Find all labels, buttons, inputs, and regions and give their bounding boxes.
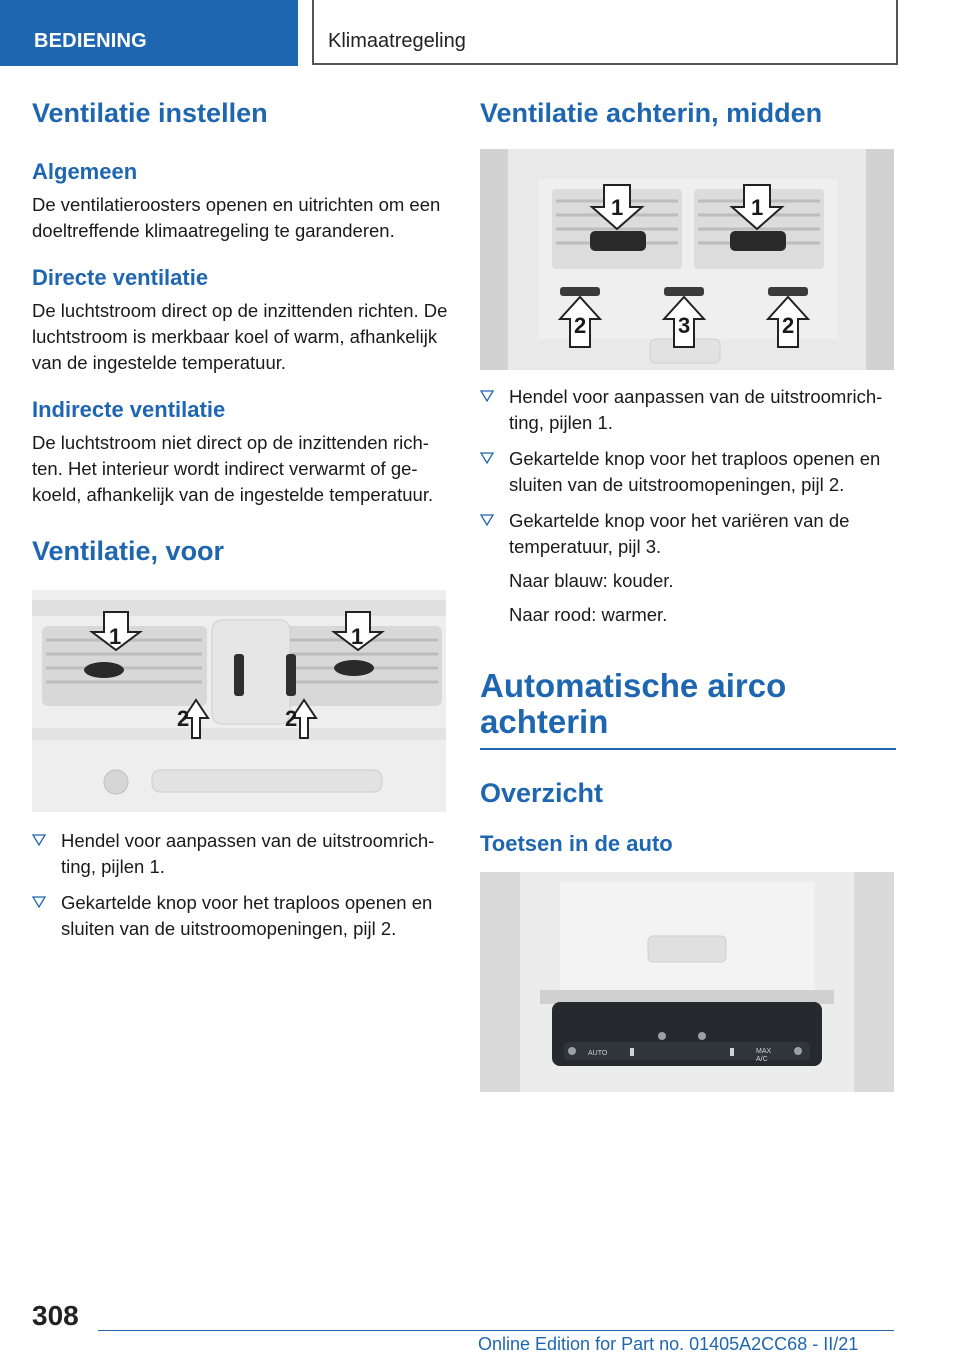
rear-label-1b: 1 [751, 195, 764, 220]
section-label: BEDIENING [34, 30, 147, 52]
rear-vents-figure [480, 149, 894, 370]
triangle-bullet-icon [32, 833, 46, 847]
page-number: 308 [32, 1300, 79, 1331]
front-bullet-list [32, 828, 450, 942]
list-item: Gekartelde knop voor het traploos openen en sluiten van de uitstroomopeningen, pijl 2. [480, 446, 896, 498]
triangle-bullet-icon [480, 451, 494, 465]
general-heading: Algemeen [32, 159, 138, 184]
footer-edition: Online Edition for Part no. 01405A2CC68 - II/21 [478, 1334, 859, 1354]
page-header [0, 0, 960, 66]
front-label-2b: 2 [285, 706, 298, 731]
front-vents-figure [32, 590, 446, 812]
auto-ac-heading: Automatische airco achterin [480, 667, 787, 740]
rear-bullet-list [480, 384, 896, 628]
panel-label-max-ac: MAX A/C [756, 1048, 772, 1063]
chapter-label: Klimaatregeling [328, 30, 466, 52]
list-item: Gekartelde knop voor het traploos openen en sluiten van de uitstroomopeningen, pijl 2. [32, 890, 450, 942]
list-item: Hendel voor aanpassen van de uitstroomrichting, pijlen 1. [480, 384, 896, 436]
indirect-heading: Indirecte ventilatie [32, 397, 226, 422]
list-item: Hendel voor aanpassen van de uitstroomrichting, pijlen 1. [32, 828, 450, 880]
front-label-1b: 1 [351, 624, 364, 649]
front-vents-illustration [32, 590, 446, 812]
rear-panel-illustration [480, 872, 894, 1092]
rear-label-2b: 2 [782, 313, 795, 338]
front-label-1a: 1 [109, 624, 122, 649]
overview-heading: Overzicht [480, 778, 604, 808]
triangle-bullet-icon [480, 513, 494, 527]
front-label-2a: 2 [177, 706, 190, 731]
triangle-bullet-icon [480, 389, 494, 403]
section-tab [0, 0, 298, 66]
left-column [32, 96, 450, 952]
heading-rule [480, 748, 896, 750]
chapter-tab [312, 0, 898, 65]
buttons-heading: Toetsen in de auto [480, 831, 673, 856]
footer-rule [98, 1330, 894, 1331]
triangle-bullet-icon [32, 895, 46, 909]
direct-text: De luchtstroom direct op de inzittenden richten. De luchtstroom is merkbaar koel of warm, afhankelijk van de ingestelde temperatuur. [32, 300, 448, 373]
sub-text-red: Naar rood: warmer. [509, 604, 668, 625]
general-text: De ventilatieroosters openen en uitrichten om een doeltreffende klimaatregeling te garanderen. [32, 194, 441, 241]
indirect-text: De luchtstroom niet direct op de inzittenden richten. Het interieur wordt indirect verwarmt of gekoeld, afhankelijk van de ingestelde temperatuur. [32, 432, 434, 505]
panel-label-auto: AUTO [588, 1050, 608, 1057]
direct-heading: Directe ventilatie [32, 265, 209, 290]
section-title: Ventilatie instellen [32, 98, 268, 128]
rear-panel-figure [480, 872, 894, 1092]
rear-label-3: 3 [678, 313, 691, 338]
right-column [480, 96, 896, 1092]
front-heading: Ventilatie, voor [32, 536, 225, 566]
rear-label-2a: 2 [574, 313, 587, 338]
rear-heading: Ventilatie achterin, midden [480, 98, 823, 128]
rear-label-1a: 1 [611, 195, 624, 220]
sub-text-blue: Naar blauw: kouder. [509, 570, 674, 591]
list-item: Gekartelde knop voor het variëren van de temperatuur, pijl 3. Naar blauw: kouder. Naar rood: warmer. [480, 508, 896, 628]
